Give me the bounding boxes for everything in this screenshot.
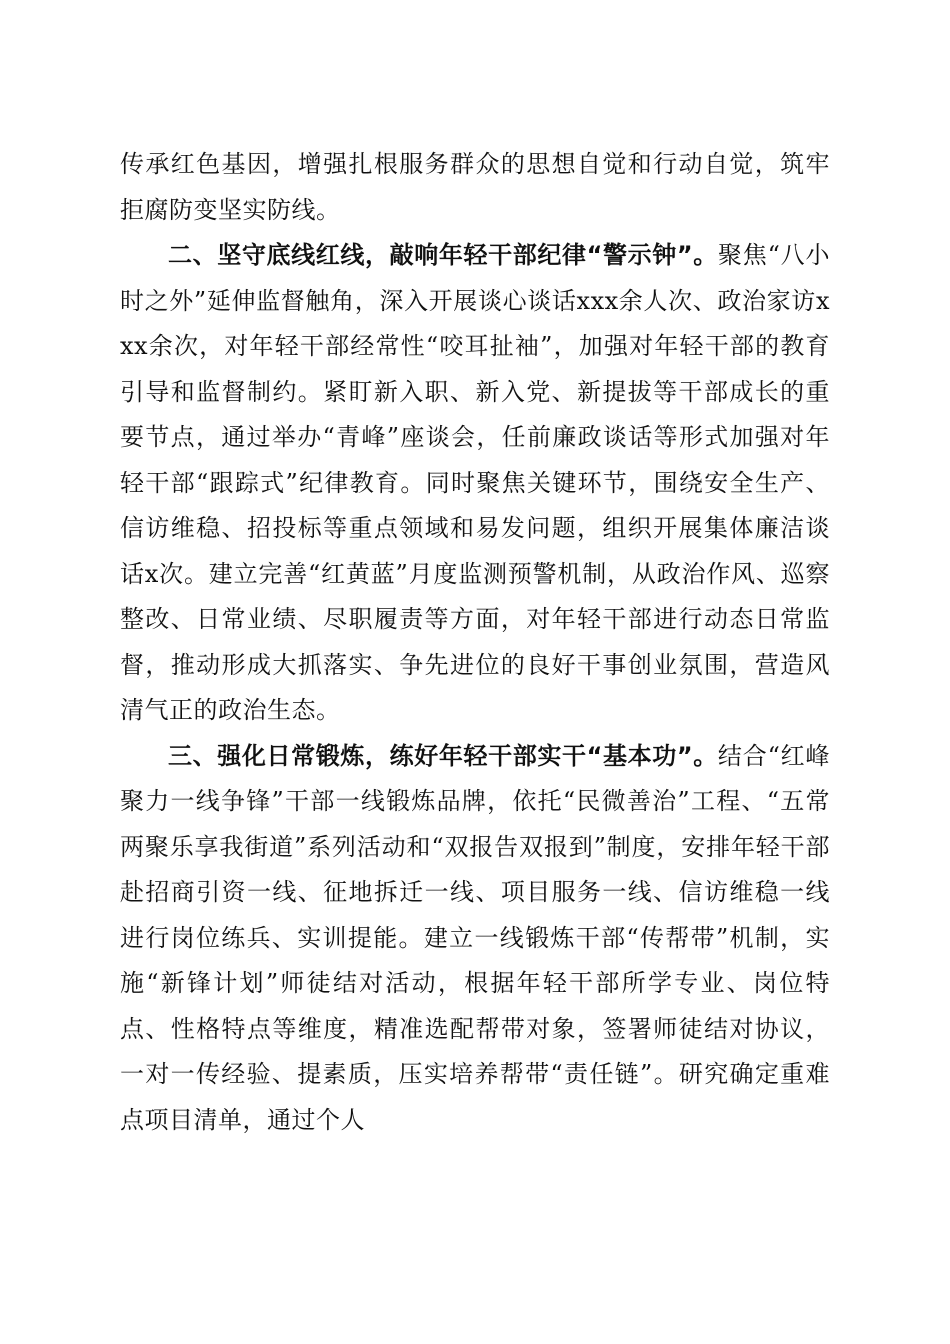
document-page: [120, 142, 830, 1143]
paragraph-section-three: [120, 734, 830, 1144]
section-heading: 二、坚守底线红线，敲响年轻干部纪律“警示钟”。: [168, 241, 718, 269]
paragraph-body: 传承红色基因，增强扎根服务群众的思想自觉和行动自觉，筑牢拒腐防变坚实防线。: [120, 150, 830, 224]
paragraph-continuation: [120, 142, 830, 233]
paragraph-body: 结合“红峰聚力一线争锋”干部一线锻炼品牌，依托“民微善治”工程、“五常两聚乐享我街道”系列活动和“双报告双报到”制度，安排年轻干部赴招商引资一线、征地拆迁一线、项目服务一线、信访维稳一线进行岗位练兵、实训提能。建立一线锻炼干部“传帮带”机制，实施“新锋计划”师徒结对活动，根据年轻干部所学专业、岗位特点、性格特点等维度，精准选配帮带对象，签署师徒结对协议，一对一传经验、提素质，压实培养帮带“责任链”。研究确定重难点项目清单，通过个人: [120, 741, 830, 1134]
paragraph-section-two: [120, 233, 830, 734]
section-heading: 三、强化日常锻炼，练好年轻干部实干“基本功”。: [168, 741, 718, 770]
paragraph-body: 聚焦“八小时之外”延伸监督触角，深入开展谈心谈话xxx余人次、政治家访xxx余次，对年轻干部经常性“咬耳扯袖”，加强对年轻干部的教育引导和监督制约。紧盯新入职、新入党、新提拔等干部成长的重要节点，通过举办“青峰”座谈会，任前廉政谈话等形式加强对年轻干部“跟踪式”纪律教育。同时聚焦关键环节，围绕安全生产、信访维稳、招投标等重点领域和易发问题，组织开展集体廉洁谈话x次。建立完善“红黄蓝”月度监测预警机制，从政治作风、巡察整改、日常业绩、尽职履责等方面，对年轻干部进行动态日常监督，推动形成大抓落实、争先进位的良好干事创业氛围，营造风清气正的政治生态。: [120, 241, 830, 724]
